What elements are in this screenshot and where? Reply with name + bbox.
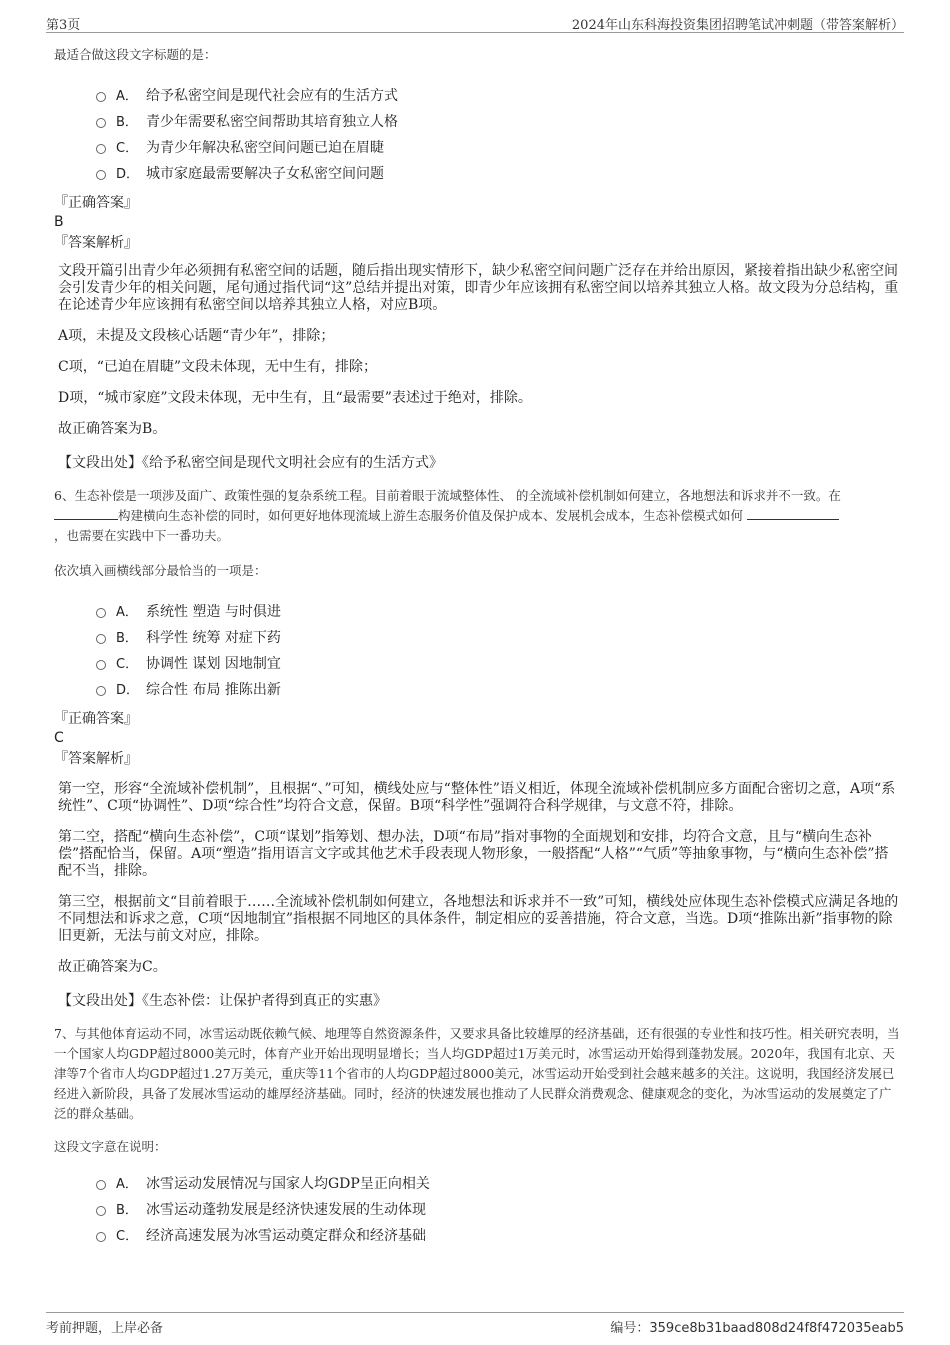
- q6-prompt: 依次填入画横线部分最恰当的一项是：: [54, 563, 267, 578]
- q5-answer-label: 『正确答案』: [54, 195, 138, 211]
- q6-analysis-label: 『答案解析』: [54, 751, 138, 767]
- q7-option-a[interactable]: A． 冰雪运动发展情况与国家人均GDP呈正向相关: [54, 1171, 902, 1197]
- q7-options: [54, 1171, 902, 1249]
- q5-analysis-paragraph: D项，“城市家庭”文段未体现，无中生有，且“最需要”表述过于绝对，排除。: [58, 390, 532, 406]
- q6-stem: 6、生态补偿是一项涉及面广、政策性强的复杂系统工程。目前着眼于流域整体性、 的全流域补偿机制如何建立，各地想法和诉求并不一致。在 构建横向生态补偿的同时，如何更好地体现流域上游生态服务价值及保护成本、发展机会成本，生态补偿模式如何 ，也需要在实践中下一番功夫。: [54, 488, 841, 543]
- radio-button[interactable]: [96, 144, 106, 154]
- q5-option-a[interactable]: A． 给予私密空间是现代社会应有的生活方式: [54, 83, 902, 109]
- radio-button[interactable]: [96, 1206, 106, 1216]
- q6-options: [54, 599, 902, 703]
- q6-analysis-paragraph: 第二空，搭配“横向生态补偿”，C项“谋划”指筹划、想办法，D项“布局”指对事物的全面规划和安排，均符合文意，且与“横向生态补偿”搭配恰当，保留。A项“塑造”指用语言文字或其他艺术手段表现人物形象，一般搭配“人格”“气质”等抽象事物，与“横向生态补偿”搭配不当，排除。: [58, 829, 889, 879]
- q5-option-d[interactable]: D． 城市家庭最需要解决子女私密空间问题: [54, 161, 902, 187]
- fill-blank-2: [747, 519, 839, 520]
- radio-button[interactable]: [96, 634, 106, 644]
- q6-analysis-paragraph: 第一空，形容“全流域补偿机制”，且根据“、”可知，横线处应与“整体性”语义相近，体现全流域补偿机制应多方面配合密切之意，A项“系统性”、C项“协调性”、D项“综合性”均符合文意，保留。B项“科学性”强调符合科学规律，与文意不符，排除。: [58, 781, 896, 814]
- radio-button[interactable]: [96, 686, 106, 696]
- radio-button[interactable]: [96, 660, 106, 670]
- q5-source: 【文段出处】《给予私密空间是现代文明社会应有的生活方式》: [58, 455, 443, 471]
- q5-prompt: 最适合做这段文字标题的是：: [54, 47, 217, 62]
- document-id: 编号：359ce8b31baad808d24f8f472035eab5: [610, 1321, 904, 1336]
- page-header: [46, 12, 904, 33]
- main-content: [54, 46, 902, 1249]
- radio-button[interactable]: [96, 1180, 106, 1190]
- q5-option-b[interactable]: B． 青少年需要私密空间帮助其培育独立人格: [54, 109, 902, 135]
- radio-button[interactable]: [96, 118, 106, 128]
- q5-answer: B: [54, 214, 64, 230]
- fill-blank-1: [54, 519, 118, 520]
- radio-button[interactable]: [96, 92, 106, 102]
- q7-prompt: 这段文字意在说明：: [54, 1139, 167, 1154]
- q5-analysis-paragraph: C项，“已迫在眉睫”文段未体现，无中生有，排除；: [58, 359, 378, 375]
- q5-analysis-paragraph: 文段开篇引出青少年必须拥有私密空间的话题，随后指出现实情形下，缺少私密空间问题广泛存在并给出原因，紧接着指出缺少私密空间会引发青少年的相关问题，尾句通过指代词“这”总结并提出对策，即青少年应该拥有私密空间以培养其独立人格。故文段为分总结构，重在论述青少年应该拥有私密空间以培养其独立人格，对应B项。: [58, 263, 899, 313]
- q6-analysis-paragraph: 故正确答案为C。: [58, 959, 167, 975]
- q6-option-a[interactable]: A． 系统性 塑造 与时俱进: [54, 599, 902, 625]
- q5-analysis-paragraph: 故正确答案为B。: [58, 421, 167, 437]
- page-footer: [46, 1312, 904, 1335]
- q5-analysis-label: 『答案解析』: [54, 235, 138, 251]
- q5-option-c[interactable]: C． 为青少年解决私密空间问题已迫在眉睫: [54, 135, 902, 161]
- radio-button[interactable]: [96, 1232, 106, 1242]
- q5-options: [54, 83, 902, 187]
- radio-button[interactable]: [96, 608, 106, 618]
- q6-answer-label: 『正确答案』: [54, 711, 138, 727]
- q5-analysis-paragraph: A项，未提及文段核心话题“青少年”，排除；: [58, 328, 335, 344]
- q6-option-d[interactable]: D． 综合性 布局 推陈出新: [54, 677, 902, 703]
- q6-analysis-paragraph: 第三空，根据前文“目前着眼于……全流域补偿机制如何建立，各地想法和诉求并不一致”可知，横线处应体现生态补偿模式应满足各地的不同想法和诉求之意，C项“因地制宜”指根据不同地区的具体条件，制定相应的妥善措施，符合文意，当选。D项“推陈出新”指事物的除旧更新，无法与前文对应，排除。: [58, 894, 899, 944]
- q7-stem: 7、与其他体育运动不同，冰雪运动既依赖气候、地理等自然资源条件，又要求具备比较雄厚的经济基础，还有很强的专业性和技巧性。相关研究表明，当一个国家人均GDP超过8000美元时，体育产业开始出现明显增长；当人均GDP超过1万美元时，冰雪运动开始得到蓬勃发展。2020年，我国有北京、天津等7个省市人均GDP超过1.27万美元，重庆等11个省市的人均GDP超过8000美元，冰雪运动开始受到社会越来越多的关注。这说明，我国经济发展已经进入新阶段，具备了发展冰雪运动的雄厚经济基础。同时，经济的快速发展也推动了人民群众消费观念、健康观念的变化，为冰雪运动的发展奠定了广泛的群众基础。: [54, 1026, 900, 1121]
- q6-option-c[interactable]: C． 协调性 谋划 因地制宜: [54, 651, 902, 677]
- q7-option-c[interactable]: C． 经济高速发展为冰雪运动奠定群众和经济基础: [54, 1223, 902, 1249]
- radio-button[interactable]: [96, 170, 106, 180]
- q7-option-b[interactable]: B． 冰雪运动蓬勃发展是经济快速发展的生动体现: [54, 1197, 902, 1223]
- footer-slogan: 考前押题，上岸必备: [46, 1321, 164, 1336]
- page-number: 第3页: [46, 18, 81, 33]
- q6-answer: C: [54, 730, 64, 746]
- q6-option-b[interactable]: B． 科学性 统筹 对症下药: [54, 625, 902, 651]
- q6-source: 【文段出处】《生态补偿：让保护者得到真正的实惠》: [58, 993, 387, 1009]
- document-title: 2024年山东科海投资集团招聘笔试冲刺题（带答案解析）: [571, 18, 904, 33]
